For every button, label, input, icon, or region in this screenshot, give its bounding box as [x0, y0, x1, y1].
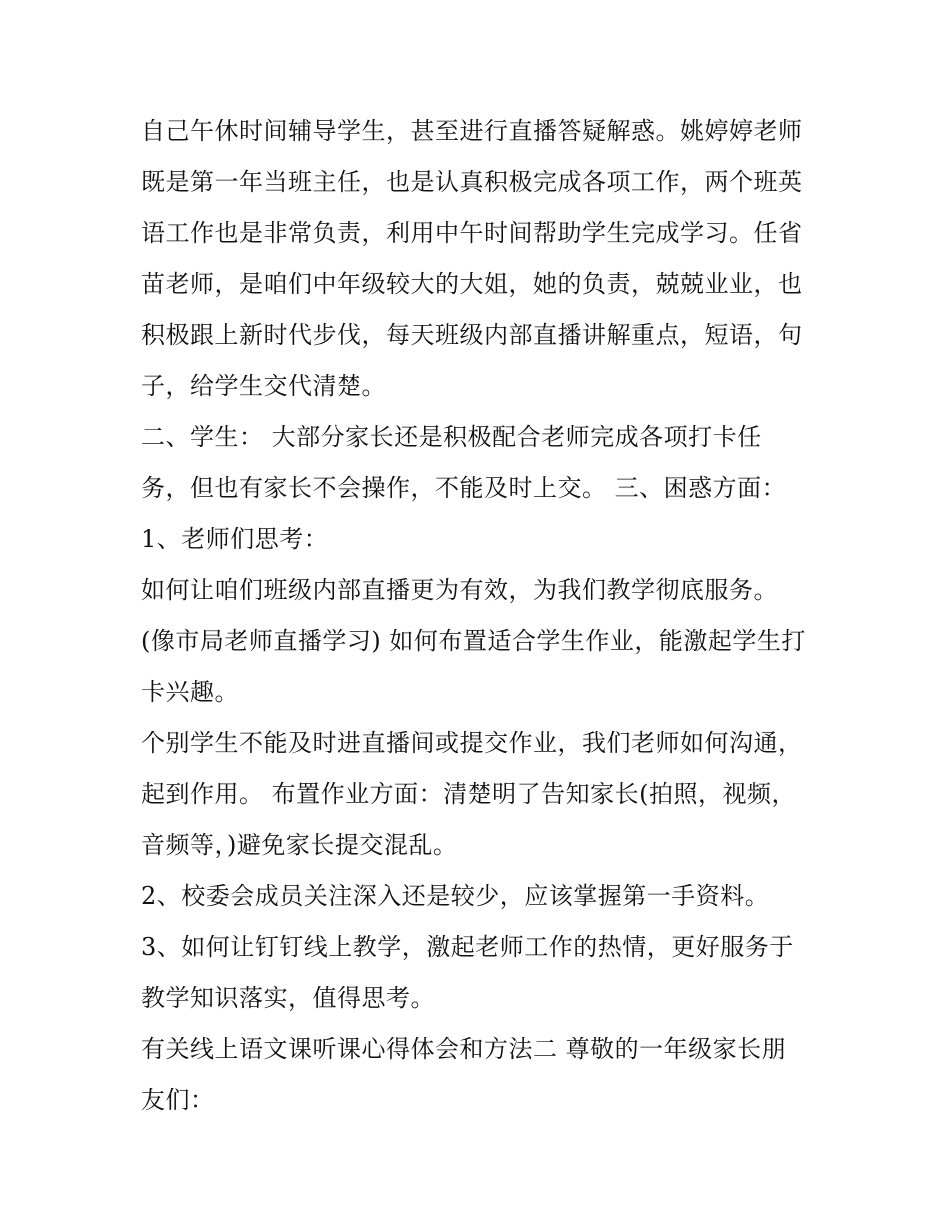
document-body [141, 106, 821, 1126]
text-line: 子，给学生交代清楚。 [141, 372, 386, 400]
text-line: 苗老师，是咱们中年级较大的大姐，她的负责，兢兢业业，也 [141, 270, 803, 298]
text-line: 有关线上语文课听课心得体会和方法二 尊敬的一年级家长朋 [141, 1035, 787, 1063]
text-line: 务，但也有家长不会操作，不能及时上交。 三、困惑方面： [141, 474, 787, 502]
list-item: 2、校委会成员关注深入还是较少，应该掌握第一手资料。 [141, 882, 770, 910]
list-item: 3、如何让钉钉线上教学，激起老师工作的热情，更好服务于 [141, 933, 794, 961]
text-line: 既是第一年当班主任，也是认真积极完成各项工作，两个班英 [141, 168, 803, 196]
list-item-heading: 1、老师们思考： [141, 525, 329, 553]
text-line: 音频等，)避免家长提交混乱。 [141, 831, 458, 859]
section-heading-students: 二、学生： 大部分家长还是积极配合老师完成各项打卡任 [141, 423, 762, 451]
text-line: 卡兴趣。 [141, 678, 239, 706]
text-line: 教学知识落实，值得思考。 [141, 984, 435, 1012]
text-line: 语工作也是非常负责，利用中午时间帮助学生完成学习。任省 [141, 219, 803, 247]
text-line: 如何让咱们班级内部直播更为有效，为我们教学彻底服务。 [141, 576, 778, 604]
text-line: 积极跟上新时代步伐，每天班级内部直播讲解重点，短语，句 [141, 321, 803, 349]
text-line: 自己午休时间辅导学生，甚至进行直播答疑解惑。姚婷婷老师 [141, 117, 803, 145]
text-line: 起到作用。 布置作业方面：清楚明了告知家长(拍照，视频， [141, 780, 796, 808]
text-line: 个别学生不能及时进直播间或提交作业，我们老师如何沟通， [141, 729, 803, 757]
text-line: 友们： [141, 1086, 215, 1114]
text-line: (像市局老师直播学习) 如何布置适合学生作业，能激起学生打 [141, 627, 806, 655]
